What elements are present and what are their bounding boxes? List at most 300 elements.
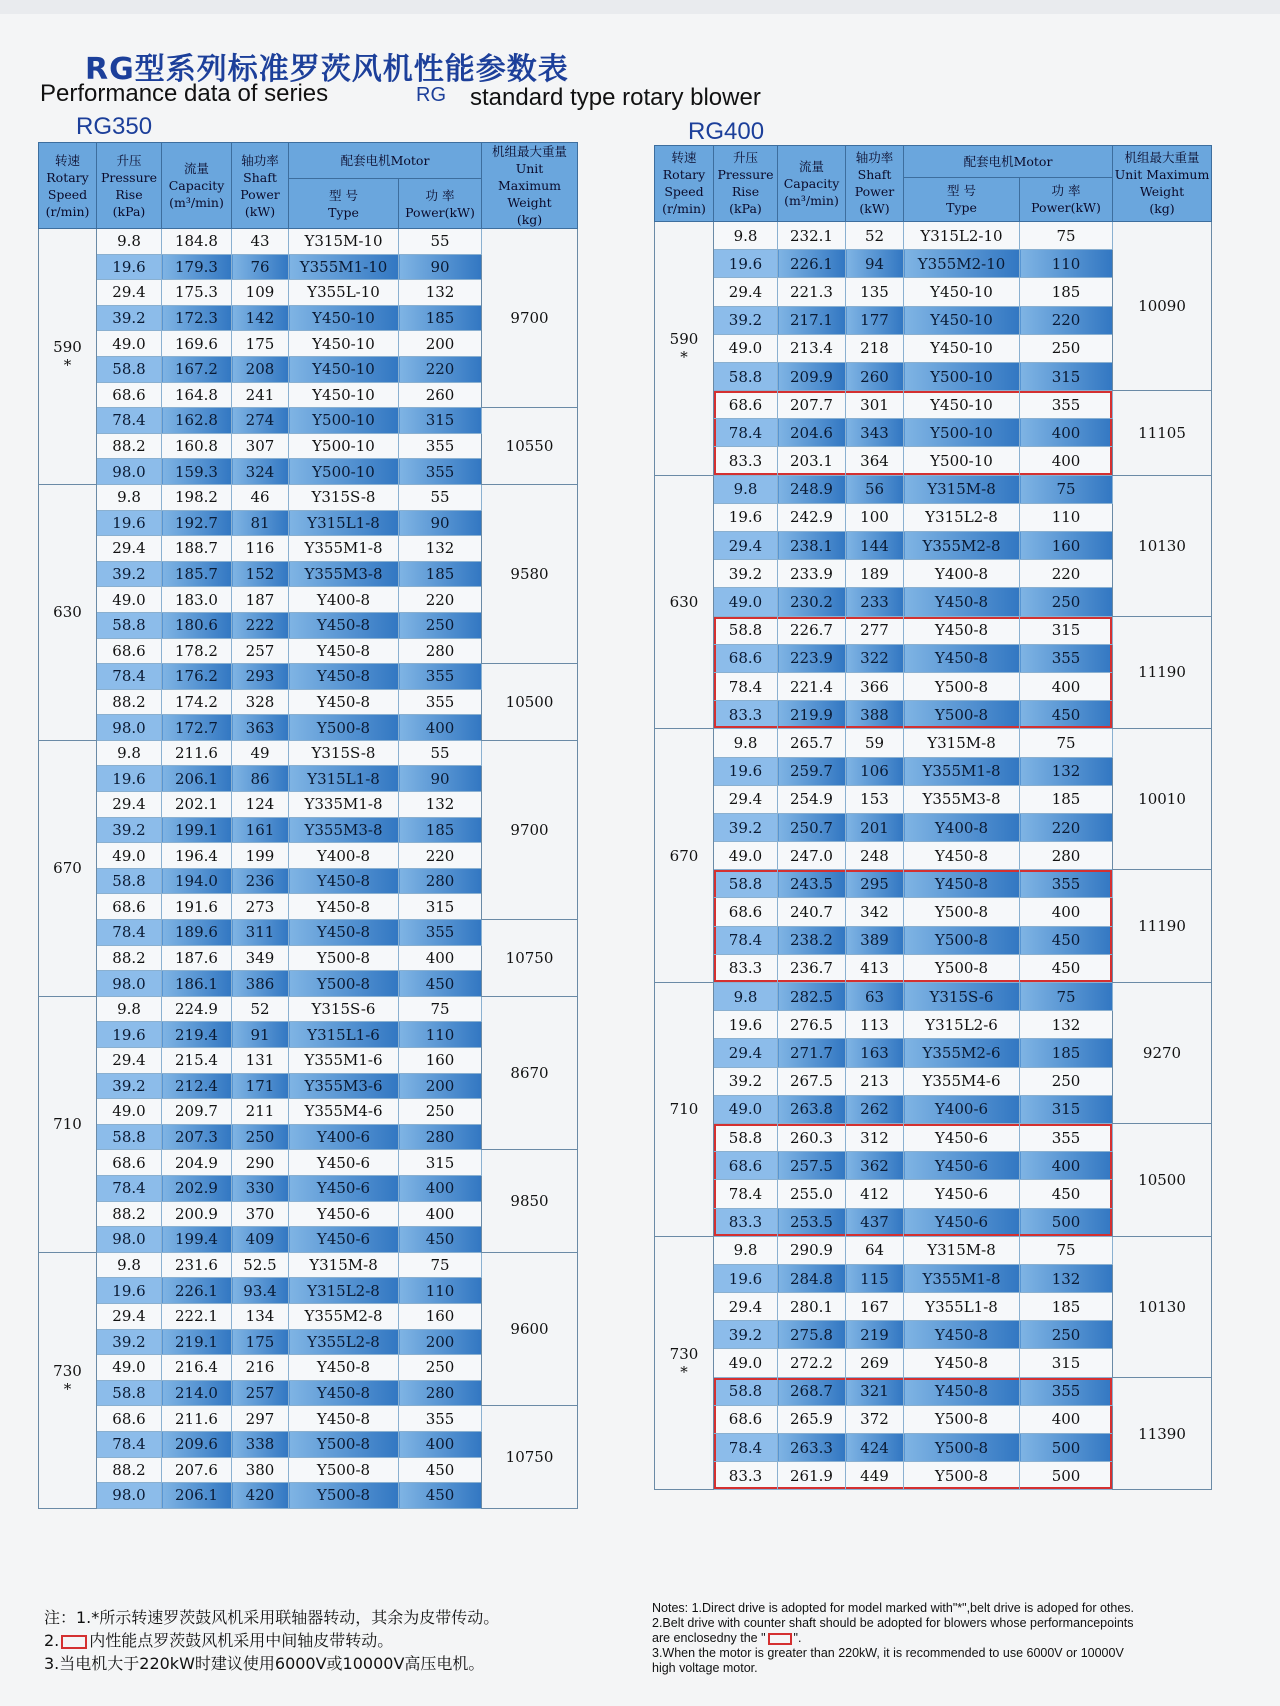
notes-cn (44, 1606, 499, 1675)
shaft-power-cell: 153 (846, 785, 904, 813)
pressure-cell: 98.0 (97, 459, 162, 485)
motor-type-cell: Y500-8 (904, 926, 1020, 954)
motor-power-cell: 55 (399, 740, 482, 766)
motor-type-cell: Y450-6 (289, 1175, 399, 1201)
pressure-cell: 19.6 (97, 1022, 162, 1048)
pressure-cell: 98.0 (97, 971, 162, 997)
motor-power-cell: 355 (399, 664, 482, 690)
motor-power-cell: 450 (399, 1457, 482, 1483)
shaft-power-cell: 364 (846, 447, 904, 475)
header-row (39, 143, 578, 179)
motor-power-cell: 400 (399, 1175, 482, 1201)
shaft-power-cell: 362 (846, 1152, 904, 1180)
red-box-icon (768, 1633, 792, 1645)
header-line: Speed (47, 186, 88, 202)
pressure-cell: 88.2 (97, 1201, 162, 1227)
pressure-cell: 68.6 (97, 1406, 162, 1432)
header-row (655, 146, 1212, 178)
motor-power-cell: 400 (1020, 898, 1113, 926)
motor-power-cell: 200 (399, 331, 482, 357)
pressure-cell: 29.4 (97, 1303, 162, 1329)
note-cn-1: 注：1.*所示转速罗茨鼓风机采用联轴器转动，其余为皮带传动。 (44, 1608, 500, 1627)
pressure-cell: 58.8 (97, 868, 162, 894)
speed-star: * (680, 348, 688, 367)
shaft-power-cell: 257 (232, 638, 289, 664)
shaft-power-cell: 59 (846, 729, 904, 757)
table-row (39, 1252, 578, 1278)
capacity-cell: 224.9 (162, 996, 232, 1022)
speed-cell (655, 983, 714, 1237)
motor-type-cell: Y355M1-6 (289, 1048, 399, 1074)
capacity-cell: 233.9 (778, 560, 846, 588)
pressure-cell: 29.4 (714, 278, 778, 306)
speed-value: 730 (53, 1362, 82, 1381)
pressure-cell: 19.6 (97, 510, 162, 536)
shaft-power-cell: 297 (232, 1406, 289, 1432)
motor-power-cell: 280 (399, 1124, 482, 1150)
shaft-power-cell: 135 (846, 278, 904, 306)
header-line: Pressure (717, 167, 774, 183)
shaft-power-cell: 219 (846, 1321, 904, 1349)
shaft-power-cell: 324 (232, 459, 289, 485)
motor-power-cell: 75 (1020, 1236, 1113, 1264)
capacity-cell: 230.2 (778, 588, 846, 616)
capacity-cell: 219.1 (162, 1329, 232, 1355)
shaft-power-cell: 142 (232, 305, 289, 331)
shaft-power-cell: 199 (232, 843, 289, 869)
motor-power-cell: 280 (399, 868, 482, 894)
shaft-power-cell: 413 (846, 954, 904, 982)
shaft-power-cell: 328 (232, 689, 289, 715)
motor-power-cell: 315 (1020, 362, 1113, 390)
red-box-icon (61, 1635, 87, 1649)
shaft-power-cell: 330 (232, 1175, 289, 1201)
shaft-power-cell: 187 (232, 587, 289, 613)
shaft-power-cell: 366 (846, 672, 904, 700)
capacity-cell: 231.6 (162, 1252, 232, 1278)
shaft-power-cell: 312 (846, 1123, 904, 1151)
pressure-cell: 78.4 (97, 1431, 162, 1457)
capacity-cell: 276.5 (778, 1011, 846, 1039)
capacity-cell: 238.1 (778, 532, 846, 560)
capacity-cell: 196.4 (162, 843, 232, 869)
motor-power-cell: 450 (1020, 926, 1113, 954)
shaft-power-cell: 52.5 (232, 1252, 289, 1278)
motor-type-cell: Y450-8 (904, 616, 1020, 644)
column-header-motor: 配套电机Motor (289, 143, 482, 179)
motor-type-cell: Y450-8 (904, 1321, 1020, 1349)
capacity-cell: 223.9 (778, 644, 846, 672)
capacity-cell: 280.1 (778, 1293, 846, 1321)
column-header-weight (1113, 146, 1212, 222)
motor-power-cell: 185 (1020, 278, 1113, 306)
capacity-cell: 226.1 (778, 250, 846, 278)
column-header-capacity (778, 146, 846, 222)
performance-table-rg350 (38, 142, 578, 1509)
pressure-cell: 39.2 (97, 561, 162, 587)
pressure-cell: 39.2 (97, 1073, 162, 1099)
capacity-cell: 209.9 (778, 362, 846, 390)
speed-value: 590 (669, 330, 699, 349)
pressure-cell: 39.2 (97, 1329, 162, 1355)
motor-power-cell: 220 (1020, 560, 1113, 588)
shaft-power-cell: 274 (232, 408, 289, 434)
capacity-cell: 179.3 (162, 254, 232, 280)
pressure-cell: 83.3 (714, 701, 778, 729)
pressure-cell: 39.2 (97, 817, 162, 843)
motor-power-cell: 450 (399, 1483, 482, 1509)
motor-type-cell: Y450-8 (289, 1406, 399, 1432)
motor-power-cell: 160 (1020, 532, 1113, 560)
column-header-type (289, 179, 399, 229)
pressure-cell: 19.6 (714, 1264, 778, 1292)
shaft-power-cell: 380 (232, 1457, 289, 1483)
capacity-cell: 162.8 (162, 408, 232, 434)
shaft-power-cell: 94 (846, 250, 904, 278)
shaft-power-cell: 201 (846, 813, 904, 841)
motor-type-cell: Y500-8 (289, 971, 399, 997)
motor-type-cell: Y450-8 (289, 689, 399, 715)
capacity-cell: 255.0 (778, 1180, 846, 1208)
capacity-cell: 253.5 (778, 1208, 846, 1236)
capacity-cell: 213.4 (778, 334, 846, 362)
note-en-2a: 2.Belt drive with counter shaft should be adopted for blowers whose performancepoints (652, 1616, 1134, 1630)
pressure-cell: 39.2 (714, 1321, 778, 1349)
capacity-cell: 268.7 (778, 1377, 846, 1405)
motor-power-cell: 250 (1020, 1321, 1113, 1349)
header-line: 型 号 (329, 187, 358, 203)
capacity-cell: 175.3 (162, 280, 232, 306)
speed-cell (39, 996, 97, 1252)
shaft-power-cell: 311 (232, 920, 289, 946)
capacity-cell: 212.4 (162, 1073, 232, 1099)
pressure-cell: 49.0 (714, 842, 778, 870)
capacity-cell: 204.6 (778, 419, 846, 447)
motor-power-cell: 500 (1020, 1434, 1113, 1462)
motor-power-cell: 250 (1020, 588, 1113, 616)
shaft-power-cell: 343 (846, 419, 904, 447)
motor-type-cell: Y500-8 (289, 945, 399, 971)
motor-type-cell: Y500-10 (289, 433, 399, 459)
motor-power-cell: 75 (399, 996, 482, 1022)
unit-weight-cell: 9270 (1113, 983, 1212, 1124)
table-row (39, 664, 578, 690)
unit-weight-cell: 10130 (1113, 1236, 1212, 1377)
motor-type-cell: Y500-8 (289, 1483, 399, 1509)
shaft-power-cell: 64 (846, 1236, 904, 1264)
motor-power-cell: 90 (399, 510, 482, 536)
pressure-cell: 19.6 (97, 766, 162, 792)
pressure-cell: 29.4 (97, 280, 162, 306)
model-label-rg400: RG400 (688, 118, 765, 145)
shaft-power-cell: 386 (232, 971, 289, 997)
motor-type-cell: Y450-10 (289, 356, 399, 382)
motor-power-cell: 132 (1020, 1011, 1113, 1039)
motor-type-cell: Y500-10 (904, 447, 1020, 475)
pressure-cell: 19.6 (714, 250, 778, 278)
pressure-cell: 58.8 (714, 362, 778, 390)
capacity-cell: 194.0 (162, 868, 232, 894)
motor-power-cell: 355 (399, 689, 482, 715)
pressure-cell: 49.0 (97, 331, 162, 357)
table-row (655, 870, 1212, 898)
table-row (39, 229, 578, 255)
shaft-power-cell: 93.4 (232, 1278, 289, 1304)
pressure-cell: 39.2 (714, 1067, 778, 1095)
pressure-cell: 78.4 (97, 664, 162, 690)
shaft-power-cell: 437 (846, 1208, 904, 1236)
motor-power-cell: 280 (1020, 842, 1113, 870)
motor-power-cell: 400 (1020, 1405, 1113, 1433)
shaft-power-cell: 321 (846, 1377, 904, 1405)
pressure-cell: 49.0 (714, 1349, 778, 1377)
capacity-cell: 198.2 (162, 484, 232, 510)
pressure-cell: 68.6 (97, 1150, 162, 1176)
capacity-cell: 199.1 (162, 817, 232, 843)
shaft-power-cell: 301 (846, 391, 904, 419)
speed-cell (39, 1252, 97, 1508)
pressure-cell: 68.6 (714, 1152, 778, 1180)
pressure-cell: 58.8 (97, 612, 162, 638)
unit-weight-cell: 11390 (1113, 1377, 1212, 1490)
motor-power-cell: 185 (399, 561, 482, 587)
table-row (655, 1123, 1212, 1151)
note-cn-2-text: 内性能点罗茨鼓风机采用中间轴皮带转动。 (89, 1631, 394, 1650)
motor-type-cell: Y500-8 (289, 715, 399, 741)
column-header-speed (655, 146, 714, 222)
speed-cell (655, 729, 714, 983)
pressure-cell: 68.6 (714, 644, 778, 672)
shaft-power-cell: 134 (232, 1303, 289, 1329)
shaft-power-cell: 260 (846, 362, 904, 390)
motor-power-cell: 315 (399, 408, 482, 434)
motor-type-cell: Y500-8 (904, 954, 1020, 982)
note-en-2b-suffix: ". (793, 1631, 802, 1645)
motor-power-cell: 75 (1020, 475, 1113, 503)
unit-weight-cell: 11105 (1113, 391, 1212, 476)
unit-weight-cell: 9600 (482, 1252, 578, 1406)
motor-type-cell: Y500-8 (289, 1457, 399, 1483)
capacity-cell: 164.8 (162, 382, 232, 408)
motor-power-cell: 315 (1020, 1349, 1113, 1377)
motor-power-cell: 110 (1020, 503, 1113, 531)
shaft-power-cell: 177 (846, 306, 904, 334)
capacity-cell: 282.5 (778, 983, 846, 1011)
pressure-cell: 19.6 (97, 1278, 162, 1304)
shaft-power-cell: 349 (232, 945, 289, 971)
note-en-2b (652, 1631, 1212, 1646)
pressure-cell: 49.0 (97, 1355, 162, 1381)
shaft-power-cell: 295 (846, 870, 904, 898)
unit-weight-cell: 10500 (482, 664, 578, 741)
motor-power-cell: 315 (399, 1150, 482, 1176)
capacity-cell: 189.6 (162, 920, 232, 946)
motor-type-cell: Y450-8 (289, 638, 399, 664)
motor-power-cell: 220 (399, 587, 482, 613)
page-title-en-suffix: standard type rotary blower (470, 84, 761, 111)
shaft-power-cell: 370 (232, 1201, 289, 1227)
motor-type-cell: Y315M-8 (904, 1236, 1020, 1264)
pressure-cell: 78.4 (97, 408, 162, 434)
shaft-power-cell: 86 (232, 766, 289, 792)
motor-power-cell: 280 (399, 638, 482, 664)
column-header-shaft (846, 146, 904, 222)
column-header-shaft (232, 143, 289, 229)
motor-power-cell: 160 (399, 1048, 482, 1074)
header-line: 型 号 (947, 183, 976, 199)
pressure-cell: 9.8 (714, 221, 778, 249)
column-header-capacity (162, 143, 232, 229)
capacity-cell: 263.3 (778, 1434, 846, 1462)
unit-weight-cell: 10010 (1113, 729, 1212, 870)
shaft-power-cell: 273 (232, 894, 289, 920)
motor-power-cell: 55 (399, 229, 482, 255)
pressure-cell: 9.8 (97, 996, 162, 1022)
pressure-cell: 78.4 (97, 1175, 162, 1201)
speed-value: 630 (53, 603, 82, 622)
capacity-cell: 180.6 (162, 612, 232, 638)
capacity-cell: 188.7 (162, 536, 232, 562)
pressure-cell: 29.4 (97, 1048, 162, 1074)
motor-power-cell: 200 (399, 1073, 482, 1099)
motor-type-cell: Y315L2-10 (904, 221, 1020, 249)
header-line: Unit Maximum (1114, 167, 1210, 183)
unit-weight-cell: 9580 (482, 484, 578, 663)
motor-type-cell: Y315L1-6 (289, 1022, 399, 1048)
motor-power-cell: 500 (1020, 1462, 1113, 1490)
pressure-cell: 58.8 (97, 1380, 162, 1406)
speed-value: 590 (53, 338, 82, 357)
note-en-2b-prefix: are enclosedny the " (652, 1631, 766, 1645)
speed-star: * (63, 356, 72, 375)
motor-power-cell: 400 (1020, 419, 1113, 447)
motor-type-cell: Y335M1-8 (289, 792, 399, 818)
capacity-cell: 267.5 (778, 1067, 846, 1095)
motor-type-cell: Y355L2-8 (289, 1329, 399, 1355)
shaft-power-cell: 52 (846, 221, 904, 249)
capacity-cell: 185.7 (162, 561, 232, 587)
header-line: Capacity (168, 178, 225, 193)
header-line: (kW) (244, 203, 276, 219)
shaft-power-cell: 233 (846, 588, 904, 616)
motor-power-cell: 355 (1020, 1123, 1113, 1151)
motor-power-cell: 400 (399, 1431, 482, 1457)
motor-type-cell: Y400-6 (904, 1095, 1020, 1123)
pressure-cell: 68.6 (714, 898, 778, 926)
pressure-cell: 9.8 (714, 983, 778, 1011)
capacity-cell: 172.7 (162, 715, 232, 741)
motor-power-cell: 400 (399, 1201, 482, 1227)
speed-cell (39, 229, 97, 485)
table-row (39, 1406, 578, 1432)
speed-star: * (63, 1380, 72, 1399)
capacity-cell: 254.9 (778, 785, 846, 813)
motor-type-cell: Y355M4-6 (289, 1099, 399, 1125)
shaft-power-cell: 115 (846, 1264, 904, 1292)
capacity-cell: 209.6 (162, 1431, 232, 1457)
shaft-power-cell: 208 (232, 356, 289, 382)
pressure-cell: 58.8 (714, 1123, 778, 1151)
motor-power-cell: 75 (1020, 983, 1113, 1011)
capacity-cell: 211.6 (162, 1406, 232, 1432)
pressure-cell: 19.6 (714, 503, 778, 531)
capacity-cell: 250.7 (778, 813, 846, 841)
capacity-cell: 191.6 (162, 894, 232, 920)
header-line: (kW) (859, 201, 890, 217)
shaft-power-cell: 388 (846, 701, 904, 729)
motor-power-cell: 355 (1020, 1377, 1113, 1405)
motor-type-cell: Y355M3-8 (289, 561, 399, 587)
motor-type-cell: Y450-6 (289, 1227, 399, 1253)
motor-power-cell: 220 (399, 843, 482, 869)
performance-table-rg400 (654, 145, 1212, 1490)
header-line: Power (240, 186, 280, 202)
motor-type-cell: Y500-10 (904, 419, 1020, 447)
pressure-cell: 88.2 (97, 689, 162, 715)
shaft-power-cell: 163 (846, 1039, 904, 1067)
capacity-cell: 232.1 (778, 221, 846, 249)
shaft-power-cell: 222 (232, 612, 289, 638)
pressure-cell: 88.2 (97, 433, 162, 459)
shaft-power-cell: 81 (232, 510, 289, 536)
speed-cell (39, 484, 97, 740)
pressure-cell: 49.0 (714, 1095, 778, 1123)
header-line: Rise (115, 186, 143, 202)
header-line: Weight (507, 195, 552, 210)
motor-power-cell: 75 (1020, 221, 1113, 249)
pressure-cell: 49.0 (714, 334, 778, 362)
motor-power-cell: 355 (1020, 870, 1113, 898)
capacity-cell: 243.5 (778, 870, 846, 898)
shaft-power-cell: 52 (232, 996, 289, 1022)
table-row (655, 983, 1212, 1011)
capacity-cell: 200.9 (162, 1201, 232, 1227)
capacity-cell: 271.7 (778, 1039, 846, 1067)
speed-value: 710 (53, 1115, 82, 1134)
pressure-cell: 9.8 (714, 475, 778, 503)
capacity-cell: 284.8 (778, 1264, 846, 1292)
pressure-cell: 49.0 (714, 588, 778, 616)
pressure-cell: 39.2 (714, 813, 778, 841)
header-line: 升压 (732, 150, 758, 166)
shaft-power-cell: 363 (232, 715, 289, 741)
pressure-cell: 49.0 (97, 1099, 162, 1125)
table-row (39, 996, 578, 1022)
motor-power-cell: 185 (1020, 785, 1113, 813)
unit-weight-cell: 9700 (482, 740, 578, 919)
motor-power-cell: 75 (1020, 729, 1113, 757)
motor-type-cell: Y400-6 (289, 1124, 399, 1150)
motor-type-cell: Y500-8 (904, 701, 1020, 729)
motor-type-cell: Y450-8 (904, 644, 1020, 672)
unit-weight-cell: 11190 (1113, 870, 1212, 983)
speed-value: 730 (669, 1345, 699, 1364)
pressure-cell: 19.6 (714, 1011, 778, 1039)
pressure-cell: 68.6 (97, 894, 162, 920)
column-header-weight (482, 143, 578, 229)
shaft-power-cell: 412 (846, 1180, 904, 1208)
motor-power-cell: 400 (399, 945, 482, 971)
header-line: Capacity (783, 175, 840, 191)
unit-weight-cell: 9850 (482, 1150, 578, 1252)
motor-type-cell: Y450-8 (289, 920, 399, 946)
capacity-cell: 159.3 (162, 459, 232, 485)
header-line: Power(kW) (1031, 200, 1101, 216)
shaft-power-cell: 307 (232, 433, 289, 459)
header-line: Shaft (857, 167, 892, 183)
capacity-cell: 207.3 (162, 1124, 232, 1150)
speed-cell (655, 1236, 714, 1490)
